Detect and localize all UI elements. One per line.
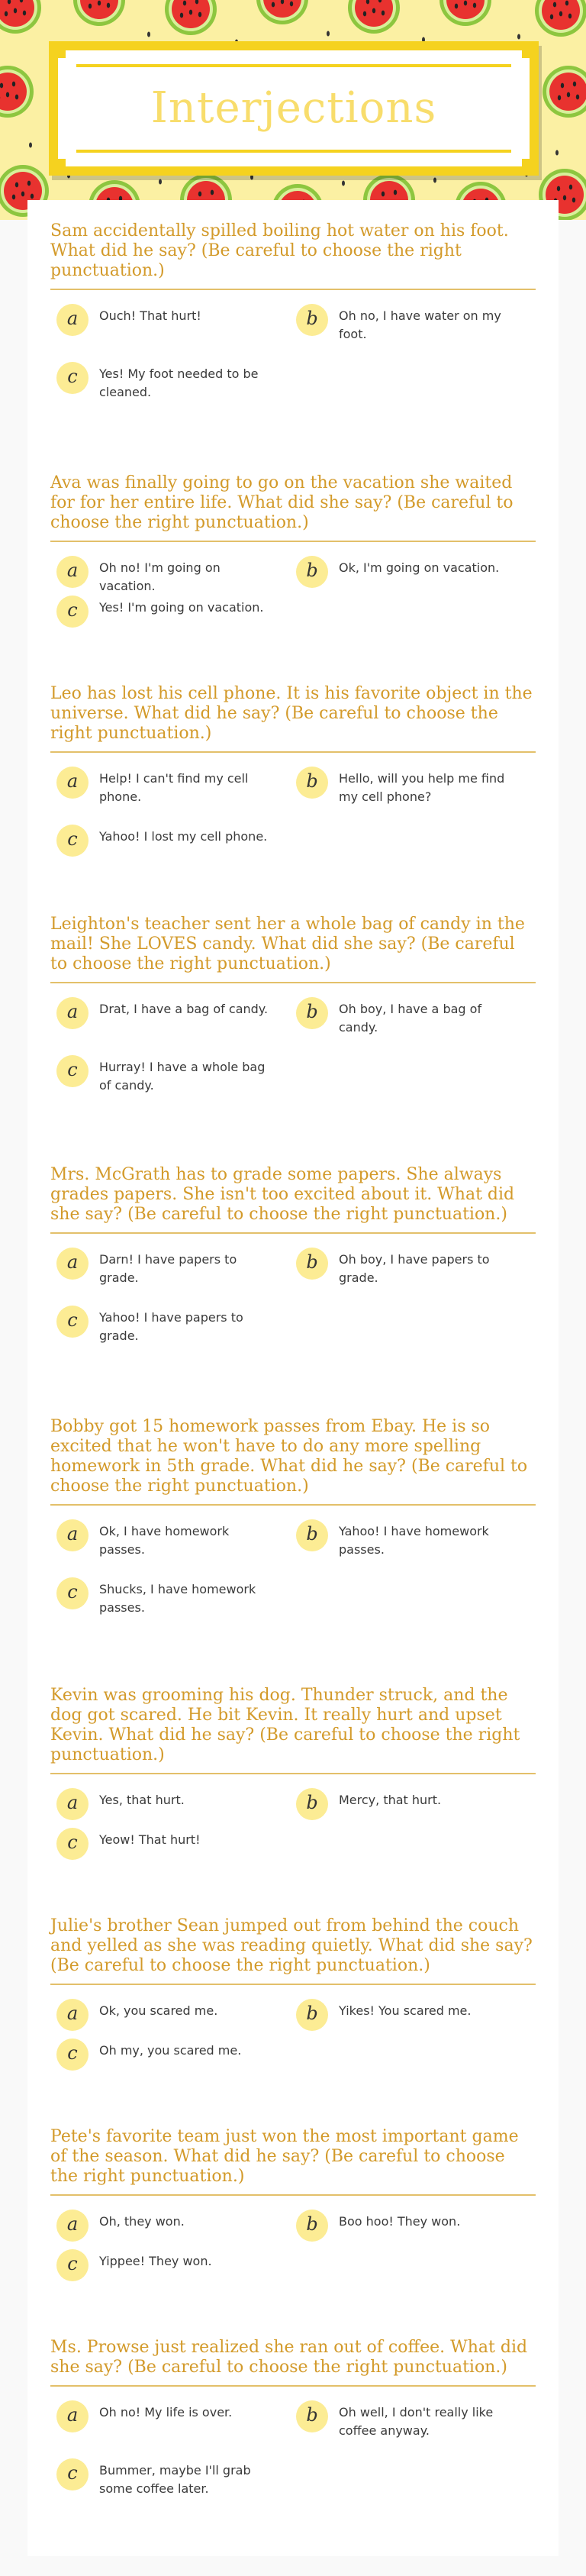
answer-option[interactable] bbox=[50, 1577, 295, 1616]
answer-option[interactable] bbox=[50, 2400, 295, 2439]
answer-option[interactable] bbox=[290, 1999, 534, 2037]
option-letter-badge: c bbox=[56, 2249, 89, 2281]
answer-option[interactable] bbox=[290, 556, 534, 594]
answer-option[interactable] bbox=[290, 2210, 534, 2248]
option-letter-badge: a bbox=[56, 2400, 89, 2432]
title-card-corner bbox=[49, 159, 66, 176]
option-text: Oh no! My life is over. bbox=[99, 2405, 233, 2419]
option-letter-badge: b bbox=[296, 556, 328, 588]
option-text: Darn! I have papers to grade. bbox=[99, 1252, 237, 1285]
option-text: Yes, that hurt. bbox=[99, 1793, 185, 1807]
answer-option[interactable] bbox=[290, 2400, 534, 2439]
answer-option[interactable] bbox=[50, 1248, 295, 1286]
option-text: Oh boy, I have a bag of candy. bbox=[339, 1002, 482, 1035]
answer-option[interactable] bbox=[290, 997, 534, 1035]
option-text: Yahoo! I lost my cell phone. bbox=[99, 829, 268, 844]
title-card-corner bbox=[49, 41, 66, 58]
option-letter-badge: c bbox=[56, 825, 89, 857]
answer-option[interactable] bbox=[50, 362, 295, 400]
option-letter-badge: a bbox=[56, 997, 89, 1029]
option-letter-badge: c bbox=[56, 2458, 89, 2490]
answer-option[interactable] bbox=[50, 1519, 295, 1558]
question-text: Kevin was grooming his dog. Thunder struck, and the dog got scared. He bit Kevin. It really hurt and upset Kevin. What did he say? (Be careful to choose the right punctuation.) bbox=[50, 1686, 536, 1774]
option-letter-badge: b bbox=[296, 1519, 328, 1551]
answer-option[interactable] bbox=[50, 596, 295, 634]
title-bottom-rule bbox=[76, 150, 511, 153]
answer-option[interactable] bbox=[290, 767, 534, 805]
option-text: Help! I can't find my cell phone. bbox=[99, 771, 249, 804]
option-text: Ok, you scared me. bbox=[99, 2003, 218, 2018]
option-text: Yahoo! I have papers to grade. bbox=[99, 1310, 243, 1343]
worksheet-content bbox=[27, 200, 559, 2556]
page-title: Interjections bbox=[150, 83, 437, 133]
option-letter-badge: a bbox=[56, 1519, 89, 1551]
option-text: Bummer, maybe I'll grab some coffee later. bbox=[99, 2463, 251, 2496]
question-text: Leighton's teacher sent her a whole bag of candy in the mail! She LOVES candy. What did she say? (Be careful to choose the right punctuation.) bbox=[50, 915, 536, 983]
answer-option[interactable] bbox=[50, 1306, 295, 1344]
option-text: Oh, they won. bbox=[99, 2214, 185, 2229]
option-text: Hurray! I have a whole bag of candy. bbox=[99, 1060, 266, 1093]
option-letter-badge: b bbox=[296, 997, 328, 1029]
option-letter-badge: c bbox=[56, 1306, 89, 1338]
option-text: Yippee! They won. bbox=[99, 2254, 212, 2268]
option-letter-badge: a bbox=[56, 2210, 89, 2242]
option-text: Yeow! That hurt! bbox=[99, 1832, 201, 1847]
title-card-corner bbox=[522, 159, 539, 176]
answer-option[interactable] bbox=[50, 1828, 295, 1866]
question-block bbox=[50, 2127, 536, 2274]
title-card-corner bbox=[522, 41, 539, 58]
option-text: Yikes! You scared me. bbox=[339, 2003, 472, 2018]
title-top-rule bbox=[76, 64, 511, 67]
option-text: Yes! I'm going on vacation. bbox=[99, 600, 264, 615]
option-text: Oh my, you scared me. bbox=[99, 2043, 242, 2058]
answer-option[interactable] bbox=[50, 2458, 295, 2497]
answer-option[interactable] bbox=[50, 2039, 295, 2077]
question-block bbox=[50, 1417, 536, 1615]
option-letter-badge: c bbox=[56, 2039, 89, 2071]
answer-option[interactable] bbox=[50, 304, 295, 342]
option-letter-badge: a bbox=[56, 1999, 89, 2031]
answer-option[interactable] bbox=[290, 304, 534, 342]
answer-option[interactable] bbox=[50, 1999, 295, 2037]
answer-option[interactable] bbox=[290, 1248, 534, 1286]
option-text: Mercy, that hurt. bbox=[339, 1793, 442, 1807]
option-letter-badge: c bbox=[56, 1577, 89, 1609]
question-text: Sam accidentally spilled boiling hot water on his foot. What did he say? (Be careful to choose the right punctuation.) bbox=[50, 221, 536, 290]
option-letter-badge: a bbox=[56, 556, 89, 588]
option-letter-badge: a bbox=[56, 304, 89, 336]
option-text: Oh no, I have water on my foot. bbox=[339, 308, 501, 341]
answer-option[interactable] bbox=[290, 1519, 534, 1558]
question-text: Ava was finally going to go on the vacation she waited for for her entire life. What did she say? (Be careful to choose the right punctuation.) bbox=[50, 473, 536, 542]
option-text: Shucks, I have homework passes. bbox=[99, 1582, 256, 1615]
question-text: Pete's favorite team just won the most important game of the season. What did he say? (Be careful to choose the right punctuation.) bbox=[50, 2127, 536, 2196]
question-block bbox=[50, 221, 536, 399]
answer-option[interactable] bbox=[290, 1788, 534, 1826]
question-block bbox=[50, 915, 536, 1093]
answer-option[interactable] bbox=[50, 556, 295, 594]
option-letter-badge: b bbox=[296, 1788, 328, 1820]
option-text: Oh well, I don't really like coffee anyway. bbox=[339, 2405, 494, 2438]
option-text: Hello, will you help me find my cell phone? bbox=[339, 771, 505, 804]
option-text: Boo hoo! They won. bbox=[339, 2214, 461, 2229]
question-block bbox=[50, 1165, 536, 1343]
answer-option[interactable] bbox=[50, 997, 295, 1035]
option-letter-badge: b bbox=[296, 2210, 328, 2242]
option-letter-badge: b bbox=[296, 304, 328, 336]
answer-option[interactable] bbox=[50, 825, 295, 863]
option-text: Yahoo! I have homework passes. bbox=[339, 1524, 489, 1557]
option-letter-badge: b bbox=[296, 1248, 328, 1280]
option-text: Oh boy, I have papers to grade. bbox=[339, 1252, 490, 1285]
question-block bbox=[50, 1686, 536, 1853]
header-banner bbox=[0, 0, 586, 220]
option-letter-badge: c bbox=[56, 362, 89, 394]
question-block bbox=[50, 473, 536, 621]
option-text: Ok, I'm going on vacation. bbox=[339, 560, 500, 575]
answer-option[interactable] bbox=[50, 2249, 295, 2287]
question-text: Julie's brother Sean jumped out from behind the couch and yelled as she was reading quietly. What did she say? (Be careful to choose the right punctuation.) bbox=[50, 1916, 536, 1985]
answer-option[interactable] bbox=[50, 1055, 295, 1093]
option-letter-badge: a bbox=[56, 1248, 89, 1280]
question-text: Bobby got 15 homework passes from Ebay. He is so excited that he won't have to do any more spelling homework in 5th grade. What did he say? (Be careful to choose the right punctuation.) bbox=[50, 1417, 536, 1506]
question-text: Ms. Prowse just realized she ran out of coffee. What did she say? (Be careful to choose the right punctuation.) bbox=[50, 2338, 536, 2387]
question-block bbox=[50, 2338, 536, 2496]
answer-option[interactable] bbox=[50, 2210, 295, 2248]
title-card bbox=[49, 41, 539, 176]
option-text: Ouch! That hurt! bbox=[99, 308, 201, 323]
question-block bbox=[50, 684, 536, 850]
option-letter-badge: b bbox=[296, 2400, 328, 2432]
answer-option[interactable] bbox=[50, 1788, 295, 1826]
option-letter-badge: c bbox=[56, 1055, 89, 1087]
answer-option[interactable] bbox=[50, 767, 295, 805]
option-letter-badge: a bbox=[56, 1788, 89, 1820]
question-text: Leo has lost his cell phone. It is his favorite object in the universe. What did he say? (Be careful to choose the right punctuation.) bbox=[50, 684, 536, 753]
question-text: Mrs. McGrath has to grade some papers. She always grades papers. She isn't too excited about it. What did she say? (Be careful to choose the right punctuation.) bbox=[50, 1165, 536, 1234]
option-letter-badge: c bbox=[56, 1828, 89, 1860]
option-letter-badge: c bbox=[56, 596, 89, 628]
option-letter-badge: a bbox=[56, 767, 89, 799]
option-text: Oh no! I'm going on vacation. bbox=[99, 560, 221, 593]
question-block bbox=[50, 1916, 536, 2064]
option-letter-badge: b bbox=[296, 1999, 328, 2031]
option-text: Ok, I have homework passes. bbox=[99, 1524, 230, 1557]
option-letter-badge: b bbox=[296, 767, 328, 799]
option-text: Drat, I have a bag of candy. bbox=[99, 1002, 269, 1016]
option-text: Yes! My foot needed to be cleaned. bbox=[99, 366, 259, 399]
